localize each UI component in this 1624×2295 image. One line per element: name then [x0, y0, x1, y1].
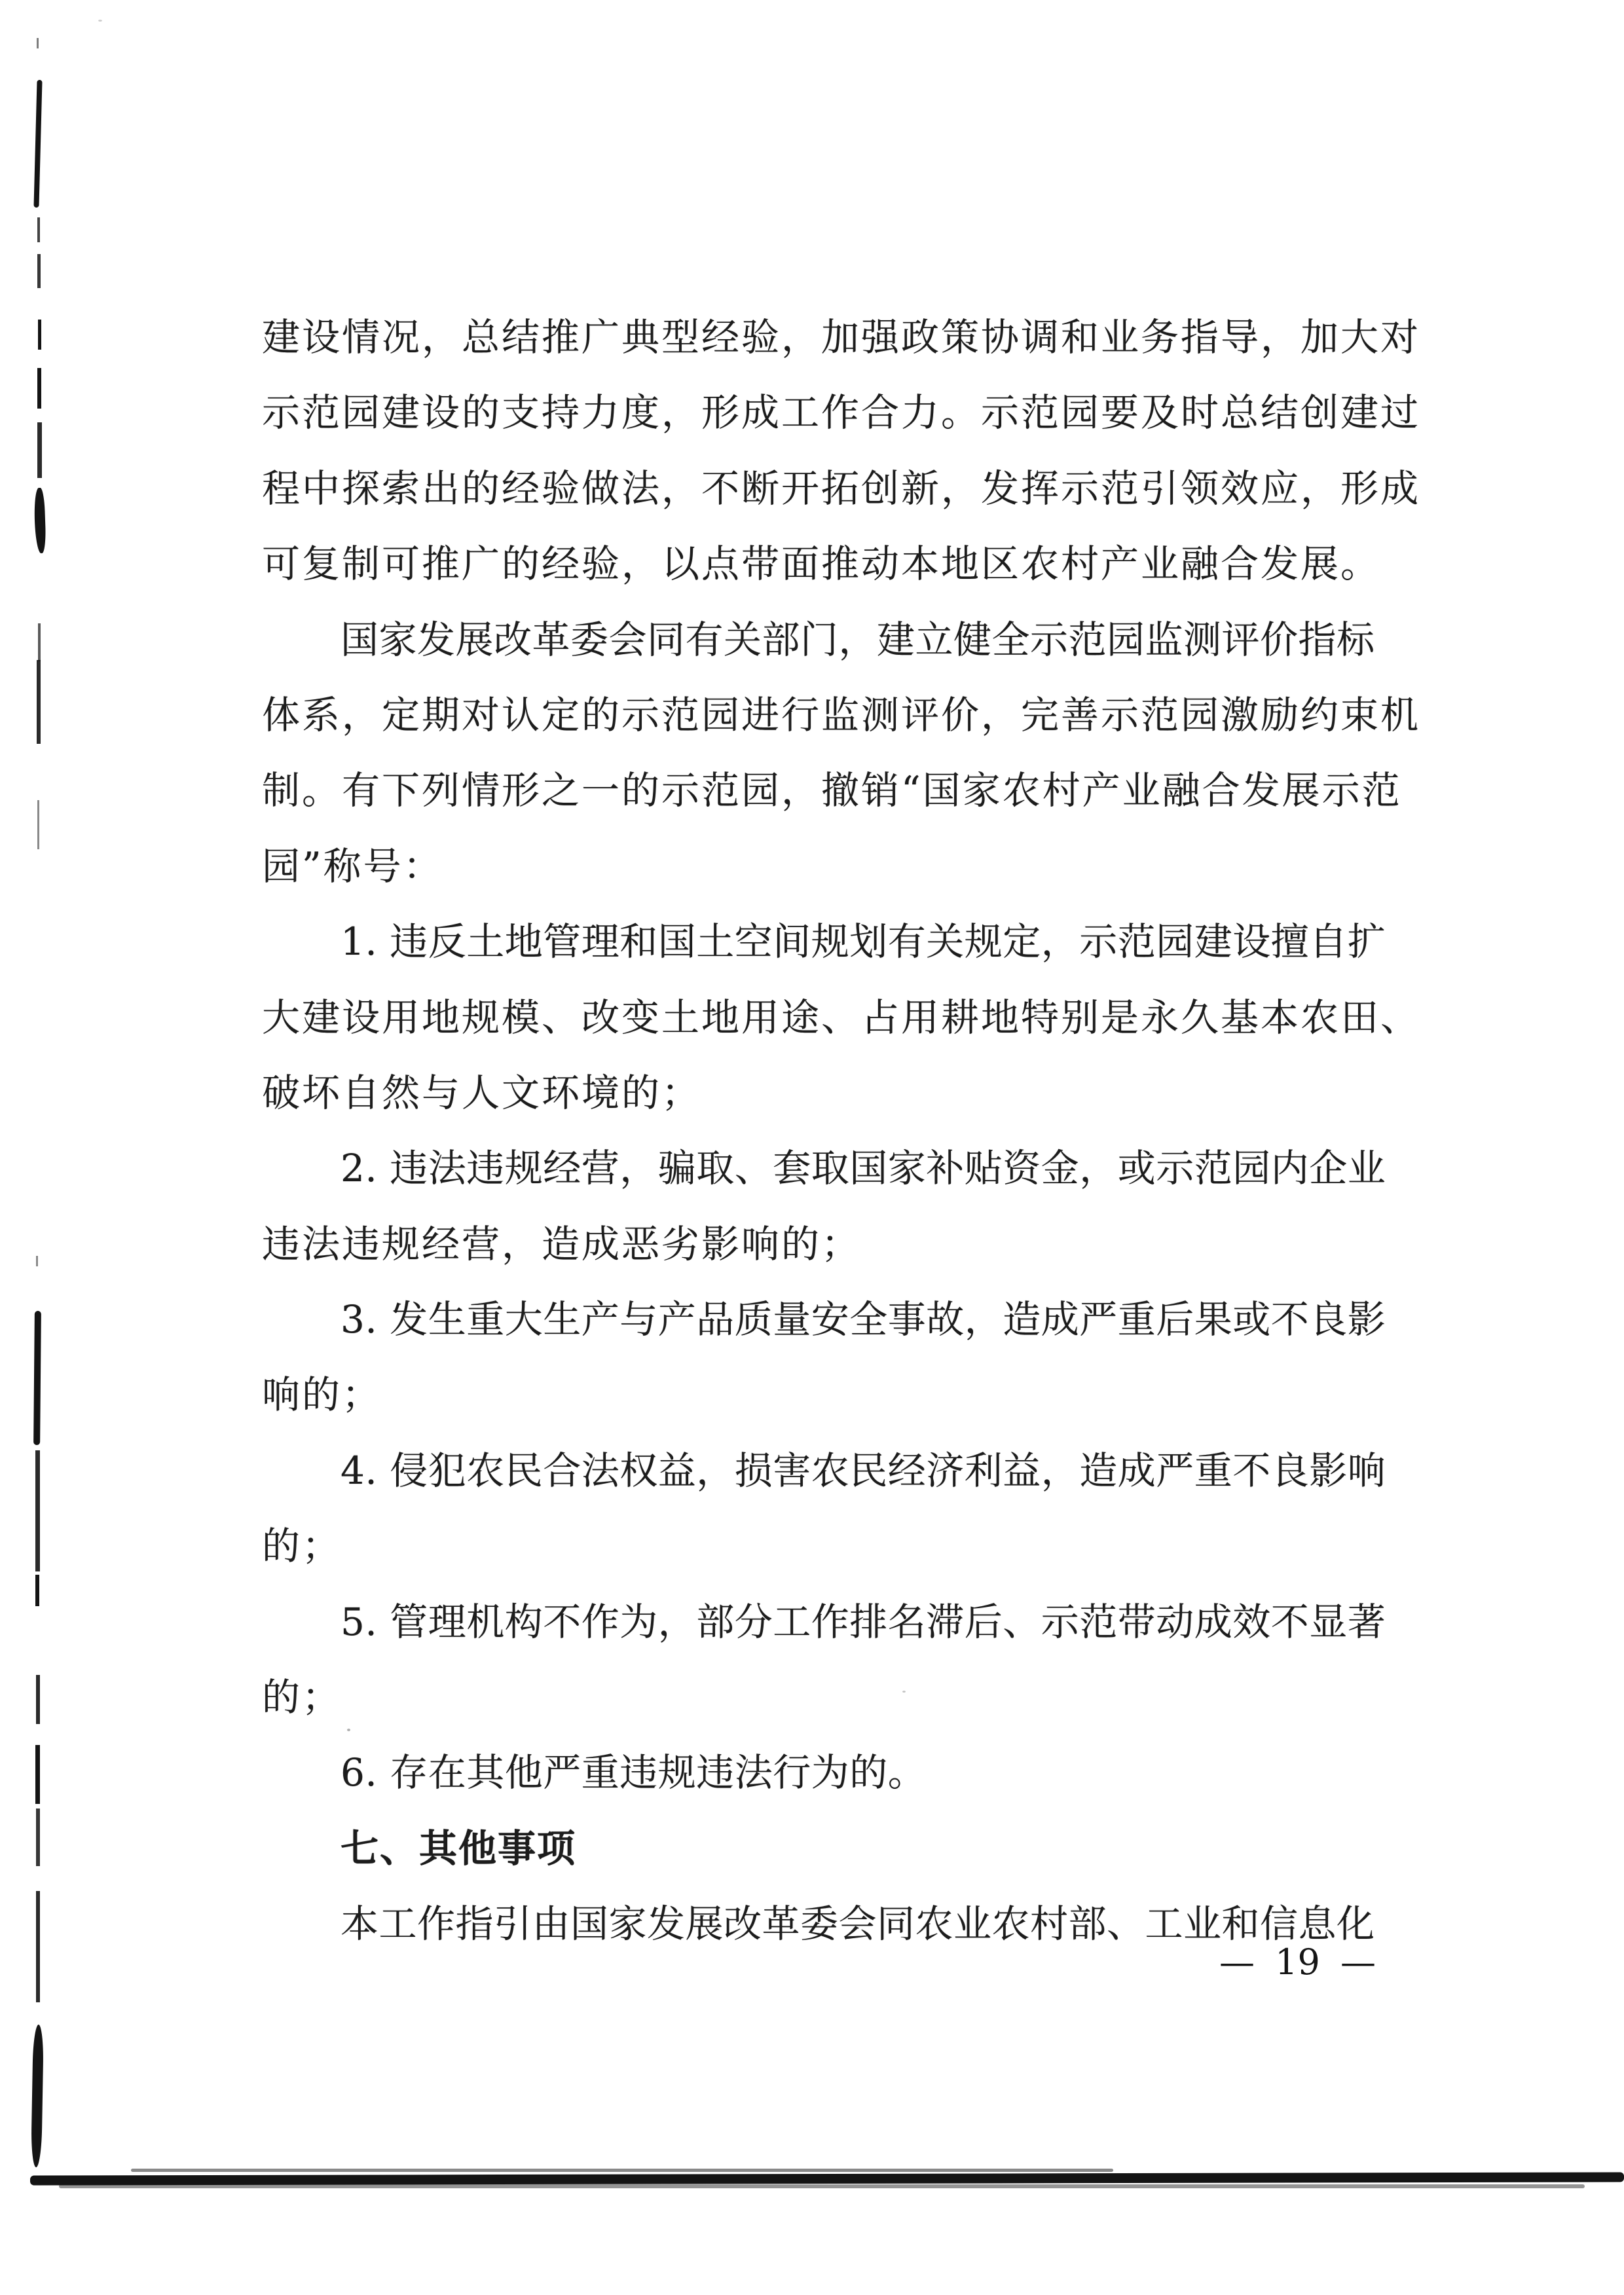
scan-artifact: [37, 38, 39, 48]
list-item: 6. 存在其他严重违规违法行为的。: [341, 1750, 927, 1795]
scan-artifact: [36, 1891, 40, 2002]
text-line: 的；: [262, 1524, 342, 1569]
list-item: 1. 违反土地管理和国土空间规划有关规定，示范园建设擅自扩: [341, 919, 1386, 964]
text-line: 大建设用地规模、改变土地用途、占用耕地特别是永久基本农田、: [262, 995, 1421, 1040]
scan-edge-line: [131, 2169, 1113, 2172]
scan-artifact: [902, 1691, 906, 1693]
text-line: 可复制可推广的经验，以点带面推动本地区农村产业融合发展。: [262, 542, 1381, 587]
list-item: 4. 侵犯农民合法权益，损害农民经济利益，造成严重不良影响: [341, 1448, 1386, 1493]
scan-artifact: [35, 1575, 39, 1606]
text-line: 破坏自然与人文环境的；: [262, 1070, 702, 1115]
scan-artifact: [33, 1311, 41, 1445]
text-line: 园”称号：: [262, 843, 443, 889]
list-item: 2. 违法违规经营，骗取、套取国家补贴资金，或示范园内企业: [341, 1146, 1386, 1191]
text-line: 程中探索出的经验做法，不断开拓创新，发挥示范引领效应，形成: [262, 466, 1421, 511]
scan-artifact: [35, 1450, 40, 1571]
scan-edge-line: [59, 2184, 1585, 2188]
document-body: [262, 300, 1421, 1962]
page-number: — 19 —: [1219, 1941, 1376, 1983]
text-line: 的；: [262, 1675, 342, 1720]
scan-artifact: [33, 80, 42, 208]
text-line: 示范园建设的支持力度，形成工作合力。示范园要及时总结创建过: [262, 390, 1421, 435]
text-line: 制。有下列情形之一的示范园，撤销“国家农村产业融合发展示范: [262, 768, 1402, 813]
text-line: 本工作指引由国家发展改革委会同农业农村部、工业和信息化: [341, 1901, 1375, 1947]
scan-edge-line: [30, 2172, 1624, 2185]
scan-artifact: [347, 1729, 350, 1731]
text-line: 体系，定期对认定的示范园进行监测评价，完善示范园激励约束机: [262, 692, 1421, 737]
scan-artifact: [38, 623, 41, 661]
text-line: 建设情况，总结推广典型经验，加强政策协调和业务指导，加大对: [262, 315, 1421, 359]
text-line: 响的；: [262, 1372, 382, 1418]
scan-artifact: [37, 254, 41, 288]
scan-artifact: [36, 1675, 40, 1724]
scan-artifact: [33, 488, 46, 553]
scan-artifact: [37, 422, 42, 478]
scan-artifact: [36, 1808, 40, 1866]
scan-artifact: [36, 1256, 38, 1266]
scan-artifact: [37, 800, 39, 849]
scan-artifact: [35, 1745, 40, 1804]
scan-artifact: [38, 320, 41, 350]
section-heading: 七、其他事项: [341, 1826, 577, 1871]
scan-artifact: [98, 20, 102, 22]
text-line: 国家发展改革委会同有关部门，建立健全示范园监测评价指标: [341, 617, 1375, 662]
list-item: 3. 发生重大生产与产品质量安全事故，造成严重后果或不良影: [341, 1297, 1386, 1342]
list-item: 5. 管理机构不作为，部分工作排名滞后、示范带动成效不显著: [341, 1599, 1386, 1644]
scan-artifact: [37, 660, 41, 744]
scan-artifact: [37, 368, 41, 409]
text-line: 违法违规经营，造成恶劣影响的；: [262, 1221, 862, 1266]
scan-artifact: [37, 217, 40, 242]
scan-artifact: [31, 2025, 44, 2167]
